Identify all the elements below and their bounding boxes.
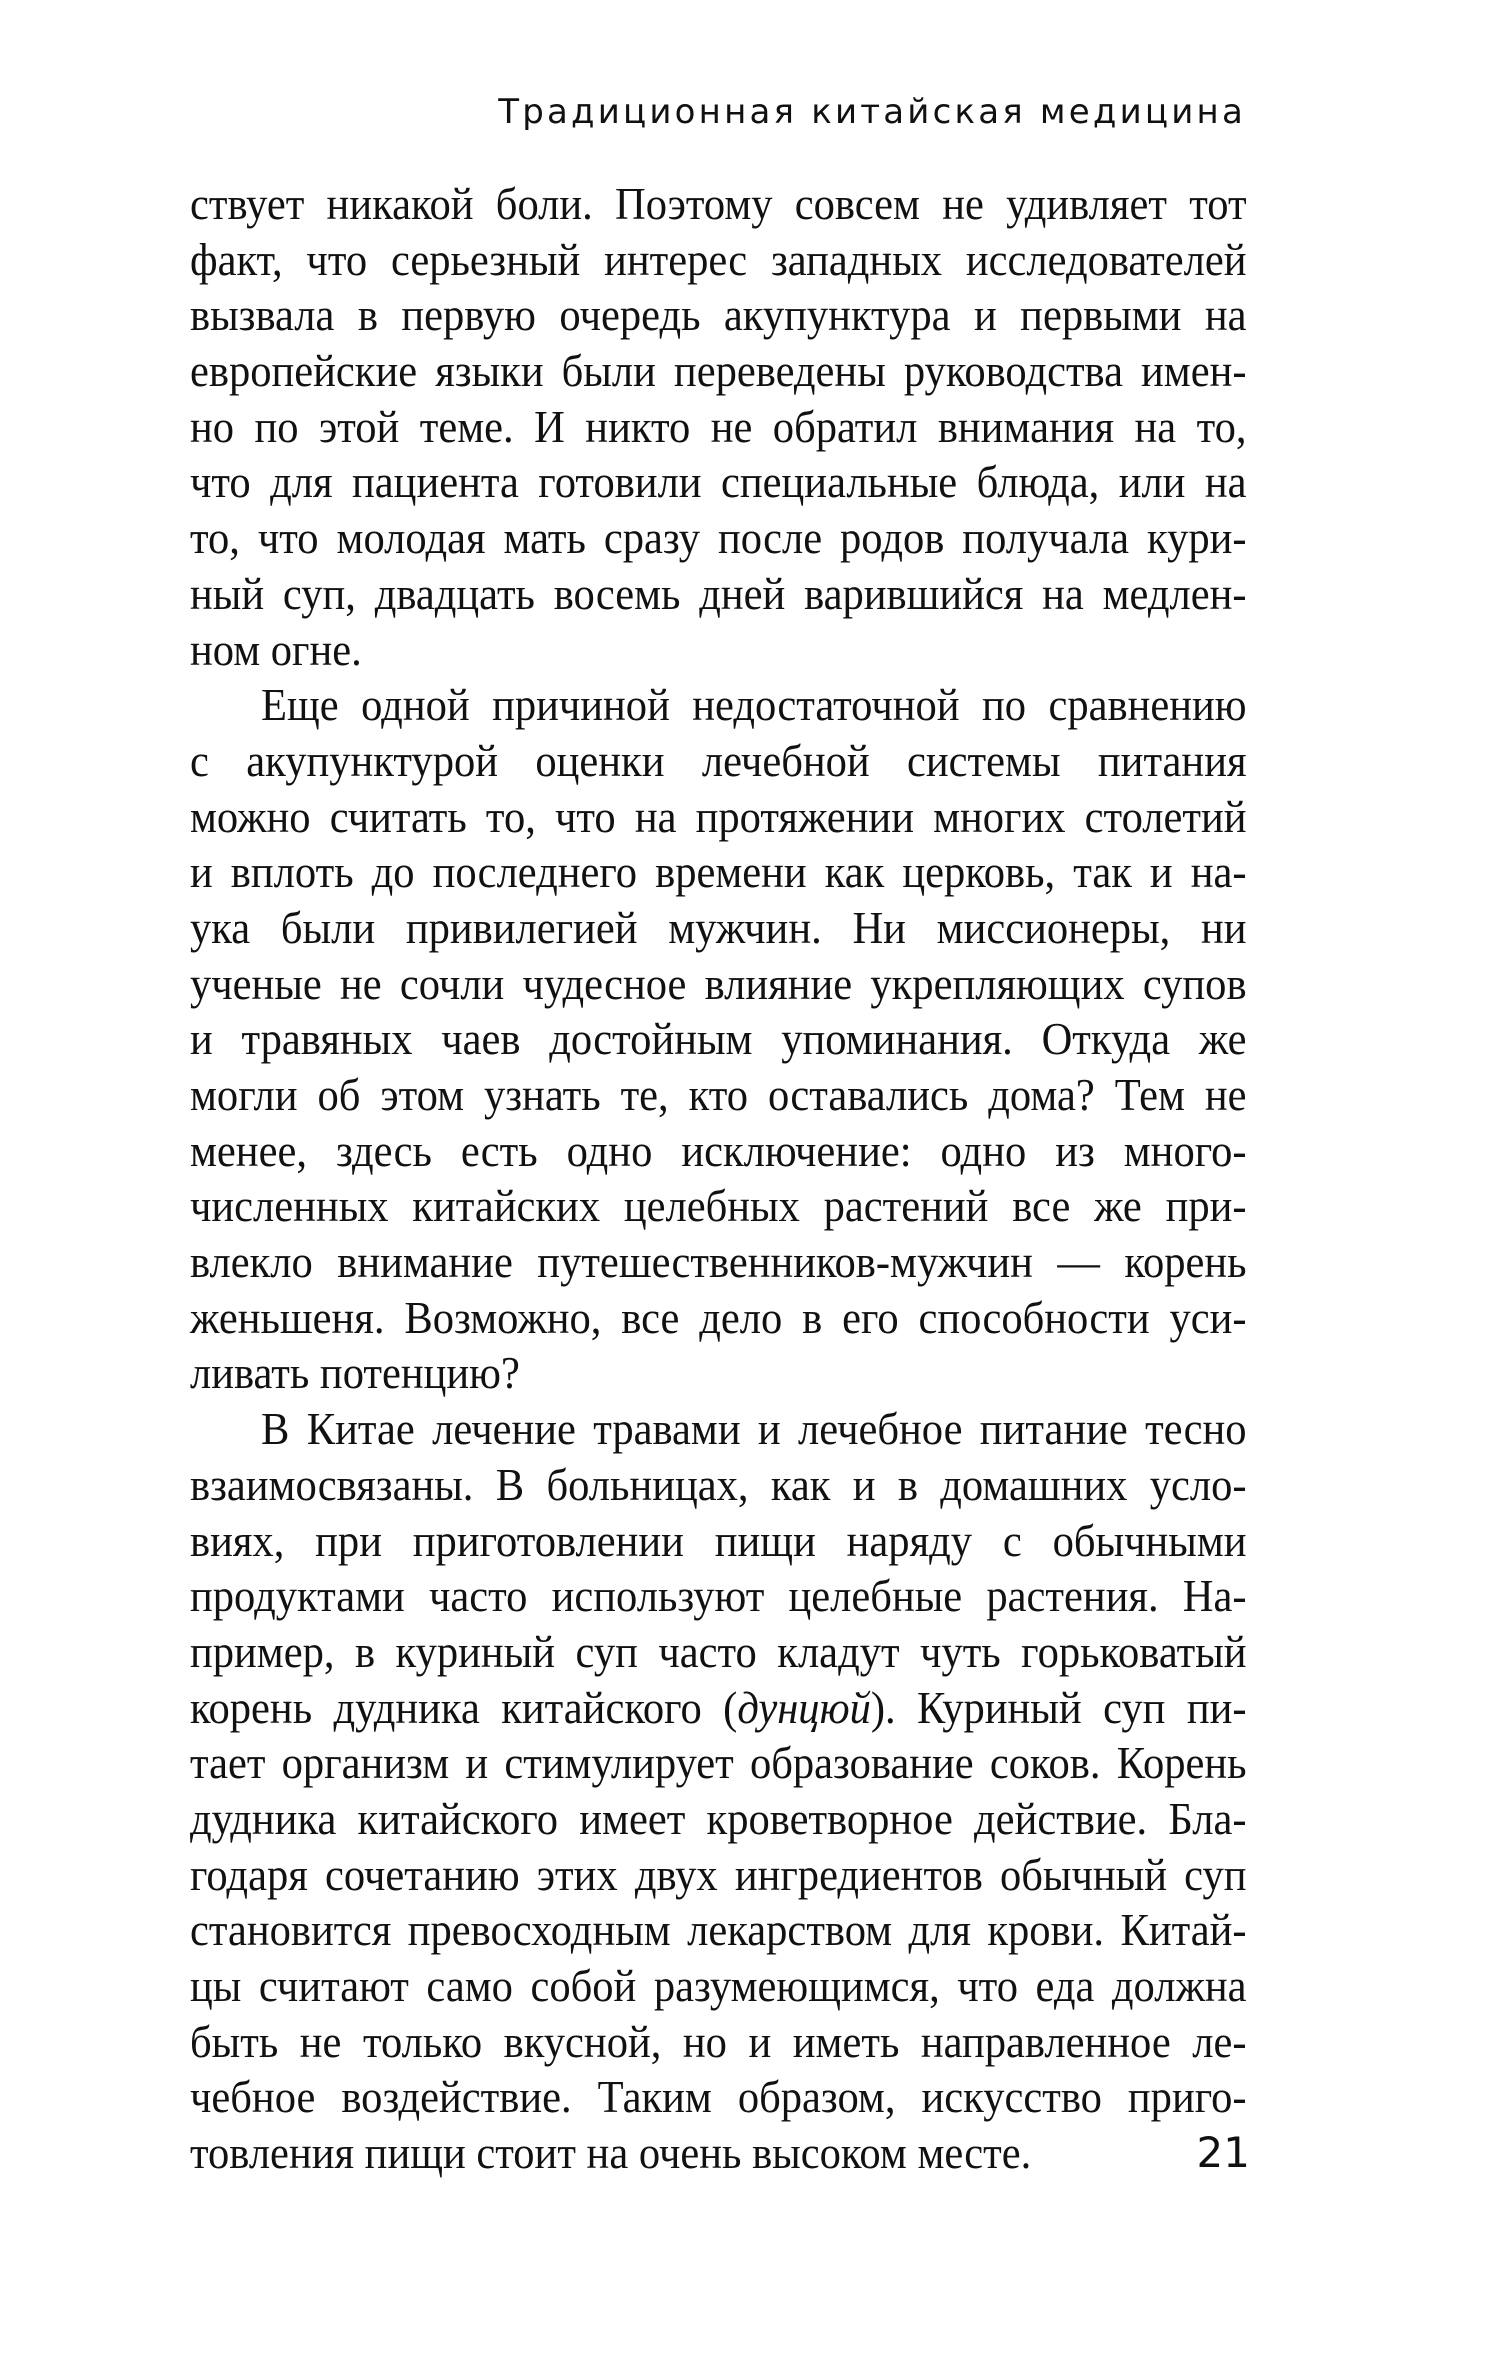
text-line: женьшеня. Возможно, все дело в его способности уси- <box>190 1291 1247 1343</box>
text-line: взаимосвязаны. В больницах, как и в домашних усло- <box>190 1458 1247 1510</box>
text-line: становится превосходным лекарством для крови. Китай- <box>190 1904 1247 1956</box>
text-line: и вплоть до последнего времени как церковь, так и на- <box>190 846 1247 898</box>
text-line: ученые не сочли чудесное влияние укрепляющих супов <box>190 957 1247 1009</box>
paragraph-1 <box>190 176 1247 677</box>
text-line-with-italic <box>190 1680 1247 1736</box>
text-line: годаря сочетанию этих двух ингредиентов обычный суп <box>190 1848 1247 1900</box>
italic-term: дунцюй <box>737 1681 871 1733</box>
text-line: ный суп, двадцать восемь дней варившийся на медлен- <box>190 567 1247 619</box>
text-segment: корень дудника китайского ( <box>190 1681 738 1733</box>
text-line: товления пищи стоит на очень высоком месте. <box>190 2127 1032 2179</box>
text-line: то, что молодая мать сразу после родов получала кури- <box>190 512 1247 564</box>
text-line: тает организм и стимулирует образование соков. Корень <box>190 1737 1247 1789</box>
text-line: влекло внимание путешественников-мужчин — корень <box>190 1236 1247 1288</box>
text-line: ука были привилегией мужчин. Ни миссионеры, ни <box>190 901 1247 953</box>
text-segment: ). Куриный суп пи- <box>870 1681 1247 1733</box>
text-line: что для пациента готовили специальные блюда, или на <box>190 456 1247 508</box>
text-line: и травяных чаев достойным упоминания. Откуда же <box>190 1013 1247 1065</box>
text-line: ливать потенцию? <box>190 1347 520 1399</box>
text-line: численных китайских целебных растений все же при- <box>190 1180 1247 1232</box>
text-line: виях, при приготовлении пищи наряду с обычными <box>190 1514 1247 1566</box>
text-line: цы считают само собой разумеющимся, что еда должна <box>190 1960 1247 2011</box>
text-line: Еще одной причиной недостаточной по сравнению <box>261 679 1247 731</box>
text-line: менее, здесь есть одно исключение: одно из много- <box>190 1124 1247 1176</box>
body-text <box>190 176 1247 2181</box>
text-line: ном огне. <box>190 623 362 675</box>
text-line: дудника китайского имеет кроветворное действие. Бла- <box>190 1792 1247 1844</box>
text-line: факт, что серьезный интерес западных исследователей <box>190 233 1247 285</box>
text-line: вызвала в первую очередь акупунктура и первыми на <box>190 289 1247 341</box>
text-line: продуктами часто используют целебные растения. На- <box>190 1570 1247 1622</box>
paragraph-2 <box>190 677 1247 1401</box>
text-line: В Китае лечение травами и лечебное питание тесно <box>261 1403 1247 1455</box>
text-line: могли об этом узнать те, кто оставались дома? Тем не <box>190 1069 1247 1120</box>
text-line: европейские языки были переведены руководства имен- <box>190 345 1247 397</box>
running-head: Традиционная китайская медицина <box>498 92 1246 132</box>
text-line: но по этой теме. И никто не обратил внимания на то, <box>190 400 1247 452</box>
text-line: быть не только вкусной, но и иметь направленное ле- <box>190 2015 1247 2067</box>
page-number: 21 <box>1196 2128 1250 2177</box>
text-line: с акупунктурой оценки лечебной системы питания <box>190 734 1247 786</box>
text-line: ствует никакой боли. Поэтому совсем не удивляет тот <box>190 178 1247 229</box>
text-line: пример, в куриный суп часто кладут чуть горьковатый <box>190 1625 1247 1677</box>
paragraph-3 <box>190 1401 1247 2181</box>
text-line: чебное воздействие. Таким образом, искусство приго- <box>190 2071 1247 2123</box>
text-line: можно считать то, что на протяжении многих столетий <box>190 790 1247 842</box>
